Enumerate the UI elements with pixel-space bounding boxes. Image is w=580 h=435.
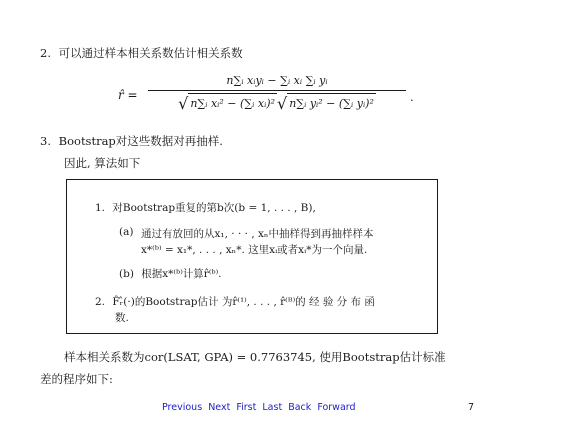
step-1b — [119, 266, 222, 281]
step-2-line2: 数. — [115, 312, 129, 324]
step-number: 1. — [95, 202, 106, 214]
item-text: 可以通过样本相关系数估计相关系数 — [58, 46, 243, 60]
step-1a-line1: 通过有放回的从x₁, · · · , xₙ中抽样得到再抽样样本 — [141, 228, 374, 240]
step-label: (b) — [119, 268, 134, 280]
sqrt-sign: √ — [178, 94, 189, 113]
slide-navigation — [162, 402, 359, 413]
step-text: 对Bootstrap重复的第b次(b = 1, . . . , B), — [112, 202, 316, 214]
summary-line-2: 差的程序如下: — [40, 372, 113, 386]
algorithm-intro: 因此, 算法如下 — [64, 156, 141, 170]
nav-forward-link[interactable]: Forward — [317, 402, 356, 413]
step-number: 2. — [95, 296, 106, 308]
formula-denominator-right: n∑ᵢ yᵢ² − (∑ᵢ yᵢ)² — [287, 93, 376, 114]
step-1a-line2: x*⁽ᵇ⁾ = x₁*, . . . , xₙ*. 这里xᵢ或者xᵢ*为一个向量. — [141, 244, 368, 256]
nav-next-link[interactable]: Next — [208, 402, 231, 413]
nav-first-link[interactable]: First — [236, 402, 257, 413]
correlation-formula — [148, 74, 406, 113]
nav-last-link[interactable]: Last — [262, 402, 283, 413]
page-number: 7 — [468, 402, 475, 413]
algorithm-box — [66, 179, 438, 334]
formula-end: . — [410, 90, 414, 104]
formula-denominator-left: n∑ᵢ xᵢ² − (∑ᵢ xᵢ)² — [188, 93, 277, 114]
nav-previous-link[interactable]: Previous — [162, 402, 203, 413]
step-1 — [95, 200, 316, 215]
nav-back-link[interactable]: Back — [288, 402, 312, 413]
formula-numerator: n∑ᵢ xᵢyᵢ − ∑ᵢ xᵢ ∑ᵢ yᵢ — [226, 74, 328, 87]
step-text: 根据x*⁽ᵇ⁾计算r̂⁽ᵇ⁾. — [141, 268, 222, 280]
item-2 — [40, 46, 243, 60]
step-text: F̂ᵣ̂(·)的Bootstrap估计 为r̂⁽¹⁾, . . . , r̂⁽ᴮ⁾的 经 验 分 布 函 — [112, 296, 375, 308]
sqrt-sign: √ — [276, 94, 288, 113]
fraction-bar — [148, 90, 406, 91]
item-number: 3. — [40, 134, 51, 148]
step-2 — [95, 294, 375, 309]
item-3 — [40, 134, 223, 148]
formula-denominator — [148, 93, 406, 113]
formula-lhs: r̂ = — [118, 88, 138, 102]
item-text: Bootstrap对这些数据对再抽样. — [58, 134, 223, 148]
summary-line-1: 样本相关系数为cor(LSAT, GPA) = 0.7763745, 使用Bootstrap估计标准 — [64, 350, 446, 364]
step-1a-label: (a) — [119, 226, 134, 238]
item-number: 2. — [40, 46, 51, 60]
